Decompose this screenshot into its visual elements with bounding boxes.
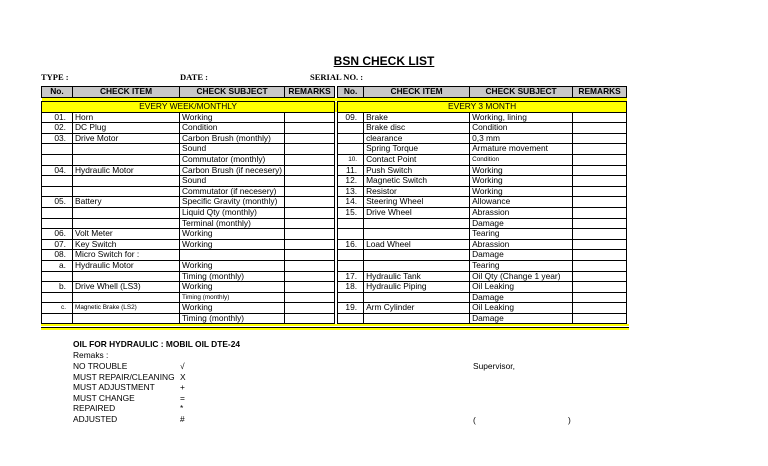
row-check-subject: Working	[180, 112, 285, 123]
row-no	[42, 154, 73, 165]
col-check-subject: CHECK SUBJECT	[180, 87, 285, 98]
row-check-subject-right: Oil Qty (Change 1 year)	[470, 271, 573, 282]
row-check-subject: Liquid Qty (monthly)	[180, 207, 285, 218]
row-check-subject-right: Damage	[470, 292, 573, 303]
legend-symbol: √	[180, 361, 185, 371]
table-row	[42, 218, 627, 229]
row-check-subject-right: Tearing	[470, 229, 573, 240]
row-check-item-right	[364, 292, 470, 303]
row-no: 02.	[42, 123, 73, 134]
row-check-subject-right: Tearing	[470, 260, 573, 271]
row-check-item: Battery	[73, 197, 180, 208]
row-no-right	[338, 133, 364, 144]
legend	[73, 361, 186, 425]
row-check-subject-right: Oil Leaking	[470, 282, 573, 293]
row-remarks	[285, 112, 335, 123]
row-no-right	[338, 144, 364, 155]
row-check-subject-right: Allowance	[470, 197, 573, 208]
row-no: 05.	[42, 197, 73, 208]
row-check-subject: Working	[180, 260, 285, 271]
row-check-item-right: Drive Wheel	[364, 207, 470, 218]
row-no: b.	[42, 282, 73, 293]
row-remarks	[285, 207, 335, 218]
row-remarks-right	[573, 197, 627, 208]
row-remarks	[285, 133, 335, 144]
legend-label: NO TROUBLE	[73, 361, 128, 371]
row-no-right: 09.	[338, 112, 364, 123]
row-no: 04.	[42, 165, 73, 176]
row-remarks	[285, 144, 335, 155]
row-no: 01.	[42, 112, 73, 123]
row-check-item-right	[364, 260, 470, 271]
row-remarks	[285, 165, 335, 176]
section-3-month: EVERY 3 MONTH	[338, 102, 627, 113]
serial-label: SERIAL NO. :	[310, 72, 364, 82]
col-check-item-right: CHECK ITEM	[364, 87, 470, 98]
row-check-subject: Condition	[180, 123, 285, 134]
row-remarks-right	[573, 260, 627, 271]
table-header	[42, 87, 627, 98]
table-row	[42, 292, 627, 303]
row-check-item-right: Contact Point	[364, 154, 470, 165]
row-check-item: Hydraulic Motor	[73, 260, 180, 271]
legend-symbol: #	[180, 413, 185, 424]
page-title: BSN CHECK LIST	[333, 54, 435, 68]
section-header	[42, 102, 627, 113]
row-check-item	[73, 313, 180, 324]
row-check-subject: Terminal (monthly)	[180, 218, 285, 229]
table-row	[42, 229, 627, 240]
row-remarks-right	[573, 154, 627, 165]
row-remarks	[285, 176, 335, 187]
row-remarks-right	[573, 144, 627, 155]
row-check-item-right: Hydraulic Tank	[364, 271, 470, 282]
row-no	[42, 207, 73, 218]
row-check-subject-right: Abrassion	[470, 239, 573, 250]
row-no-right	[338, 250, 364, 261]
row-check-item-right	[364, 250, 470, 261]
row-check-item: Magnetic Brake (LS2)	[73, 303, 180, 314]
row-no-right: 17.	[338, 271, 364, 282]
row-remarks	[285, 197, 335, 208]
col-no-right: No.	[338, 87, 364, 98]
row-check-subject-right: Damage	[470, 250, 573, 261]
row-no-right	[338, 292, 364, 303]
row-no	[42, 313, 73, 324]
row-check-item-right: Resistor	[364, 186, 470, 197]
table-row	[42, 133, 627, 144]
row-no	[42, 186, 73, 197]
row-no: c.	[42, 303, 73, 314]
table-row	[42, 144, 627, 155]
table-row	[42, 313, 627, 324]
row-check-subject: Carbon Brush (monthly)	[180, 133, 285, 144]
row-check-item	[73, 218, 180, 229]
row-no-right	[338, 123, 364, 134]
table-row	[42, 165, 627, 176]
col-check-subject-right: CHECK SUBJECT	[470, 87, 573, 98]
col-remarks-right: REMARKS	[573, 87, 627, 98]
legend-symbol: +	[180, 382, 185, 393]
row-check-subject: Timing (monthly)	[180, 271, 285, 282]
row-check-item-right: clearance	[364, 133, 470, 144]
col-remarks: REMARKS	[285, 87, 335, 98]
table-row	[42, 260, 627, 271]
row-check-subject: Specific Gravity (monthly)	[180, 197, 285, 208]
row-check-item	[73, 176, 180, 187]
row-check-item-right	[364, 313, 470, 324]
legend-item	[73, 413, 185, 425]
row-no: a.	[42, 260, 73, 271]
row-check-item-right: Steering Wheel	[364, 197, 470, 208]
table-row	[42, 207, 627, 218]
row-check-subject: Sound	[180, 176, 285, 187]
row-no-right: 16.	[338, 239, 364, 250]
row-check-item	[73, 154, 180, 165]
legend-item	[73, 392, 185, 404]
table-row	[42, 176, 627, 187]
row-check-item-right: Magnetic Switch	[364, 176, 470, 187]
row-no-right: 12.	[338, 176, 364, 187]
type-label: TYPE :	[41, 72, 69, 82]
row-check-subject-right: Condition	[470, 123, 573, 134]
row-no: 06.	[42, 229, 73, 240]
row-check-subject-right: Working	[470, 186, 573, 197]
row-check-subject: Sound	[180, 144, 285, 155]
row-remarks-right	[573, 313, 627, 324]
row-no	[42, 144, 73, 155]
row-check-item-right: Push Switch	[364, 165, 470, 176]
row-remarks-right	[573, 176, 627, 187]
row-remarks	[285, 303, 335, 314]
row-check-subject: Timing (monthly)	[180, 292, 285, 303]
checklist-table	[41, 86, 627, 324]
row-check-subject: Working	[180, 239, 285, 250]
row-no-right: 19.	[338, 303, 364, 314]
row-check-subject-right: Damage	[470, 313, 573, 324]
row-remarks	[285, 154, 335, 165]
row-check-subject: Working	[180, 282, 285, 293]
legend-label: MUST REPAIR/CLEANING	[73, 371, 175, 382]
row-no	[42, 176, 73, 187]
legend-label: ADJUSTED	[73, 413, 118, 424]
row-remarks	[285, 218, 335, 229]
row-check-item-right	[364, 229, 470, 240]
row-remarks-right	[573, 282, 627, 293]
row-check-item: Drive Motor	[73, 133, 180, 144]
row-check-item: Hydraulic Motor	[73, 165, 180, 176]
row-remarks-right	[573, 239, 627, 250]
date-label: DATE :	[180, 72, 208, 82]
table-row	[42, 197, 627, 208]
row-check-item	[73, 144, 180, 155]
legend-label: REPAIRED	[73, 403, 116, 414]
row-check-item-right: Spring Torque	[364, 144, 470, 155]
row-check-item	[73, 186, 180, 197]
row-check-item-right	[364, 218, 470, 229]
row-check-subject-right: Working	[470, 176, 573, 187]
row-no-right	[338, 313, 364, 324]
legend-item	[73, 403, 184, 414]
row-no-right: 18.	[338, 282, 364, 293]
table-row	[42, 186, 627, 197]
legend-item	[73, 371, 186, 383]
row-remarks-right	[573, 218, 627, 229]
row-remarks-right	[573, 303, 627, 314]
row-remarks-right	[573, 165, 627, 176]
row-check-subject-right: Working, lining	[470, 112, 573, 123]
legend-item	[73, 382, 185, 393]
table-row	[42, 239, 627, 250]
row-check-subject-right: Abrassion	[470, 207, 573, 218]
bottom-rule-2	[41, 328, 629, 330]
row-check-item-right: Hydraulic Piping	[364, 282, 470, 293]
row-check-subject-right: Armature movement	[470, 144, 573, 155]
row-check-item-right: Brake	[364, 112, 470, 123]
row-check-item: Key Switch	[73, 239, 180, 250]
row-no-right: 14.	[338, 197, 364, 208]
row-remarks-right	[573, 271, 627, 282]
row-remarks-right	[573, 112, 627, 123]
col-check-item: CHECK ITEM	[73, 87, 180, 98]
row-remarks	[285, 250, 335, 261]
legend-label: MUST CHANGE	[73, 392, 135, 403]
row-remarks	[285, 229, 335, 240]
row-remarks	[285, 239, 335, 250]
row-remarks	[285, 260, 335, 271]
row-no: 08.	[42, 250, 73, 261]
row-no-right: 11.	[338, 165, 364, 176]
remarks-label: Remaks :	[73, 350, 109, 360]
table-row	[42, 112, 627, 123]
row-remarks-right	[573, 133, 627, 144]
row-remarks-right	[573, 207, 627, 218]
oil-note: OIL FOR HYDRAULIC : MOBIL OIL DTE-24	[73, 339, 241, 349]
row-remarks	[285, 271, 335, 282]
row-no-right: 13.	[338, 186, 364, 197]
legend-symbol: *	[180, 403, 184, 414]
row-remarks-right	[573, 123, 627, 134]
row-check-subject: Commutator (if necesery)	[180, 186, 285, 197]
legend-item	[73, 361, 185, 372]
row-check-subject-right: Oil Leaking	[470, 303, 573, 314]
row-no: 07.	[42, 239, 73, 250]
row-check-subject: Carbon Brush (if necesery)	[180, 165, 285, 176]
legend-symbol: =	[180, 392, 185, 403]
row-no-right: 10.	[338, 154, 364, 165]
signature-open: (	[473, 415, 476, 425]
table-row	[42, 123, 627, 134]
row-remarks-right	[573, 186, 627, 197]
row-remarks-right	[573, 250, 627, 261]
row-no: 03.	[42, 133, 73, 144]
row-remarks	[285, 313, 335, 324]
row-check-item	[73, 271, 180, 282]
row-remarks	[285, 186, 335, 197]
supervisor-label: Supervisor,	[473, 361, 515, 371]
row-no-right	[338, 229, 364, 240]
legend-symbol: X	[180, 371, 186, 382]
row-remarks	[285, 292, 335, 303]
section-weekly: EVERY WEEK/MONTHLY	[42, 102, 335, 113]
row-check-subject: Working	[180, 303, 285, 314]
row-check-subject-right: Condition	[470, 154, 573, 165]
row-no	[42, 292, 73, 303]
row-check-subject: Commutator (monthly)	[180, 154, 285, 165]
table-row	[42, 250, 627, 261]
row-no	[42, 271, 73, 282]
row-check-item: Drive Whell (LS3)	[73, 282, 180, 293]
row-no	[42, 218, 73, 229]
row-check-subject	[180, 250, 285, 261]
row-remarks	[285, 123, 335, 134]
row-check-item: Volt Meter	[73, 229, 180, 240]
row-check-item-right: Arm Cylinder	[364, 303, 470, 314]
row-remarks-right	[573, 292, 627, 303]
legend-label: MUST ADJUSTMENT	[73, 382, 155, 393]
signature-close: )	[568, 415, 571, 425]
row-check-item	[73, 207, 180, 218]
row-check-item-right: Load Wheel	[364, 239, 470, 250]
row-check-item: DC Plug	[73, 123, 180, 134]
row-no-right	[338, 260, 364, 271]
row-check-subject-right: Working	[470, 165, 573, 176]
row-check-item: Horn	[73, 112, 180, 123]
row-no-right: 15.	[338, 207, 364, 218]
row-check-subject-right: Damage	[470, 218, 573, 229]
col-no: No.	[42, 87, 73, 98]
table-row	[42, 154, 627, 165]
table-row	[42, 271, 627, 282]
row-check-item	[73, 292, 180, 303]
row-check-item: Micro Switch for :	[73, 250, 180, 261]
table-row	[42, 303, 627, 314]
bottom-rule	[41, 324, 629, 326]
row-remarks-right	[573, 229, 627, 240]
row-check-item-right: Brake disc	[364, 123, 470, 134]
row-no-right	[338, 218, 364, 229]
row-remarks	[285, 282, 335, 293]
row-check-subject-right: 0,3 mm	[470, 133, 573, 144]
table-row	[42, 282, 627, 293]
row-check-subject: Timing (monthly)	[180, 313, 285, 324]
row-check-subject: Working	[180, 229, 285, 240]
